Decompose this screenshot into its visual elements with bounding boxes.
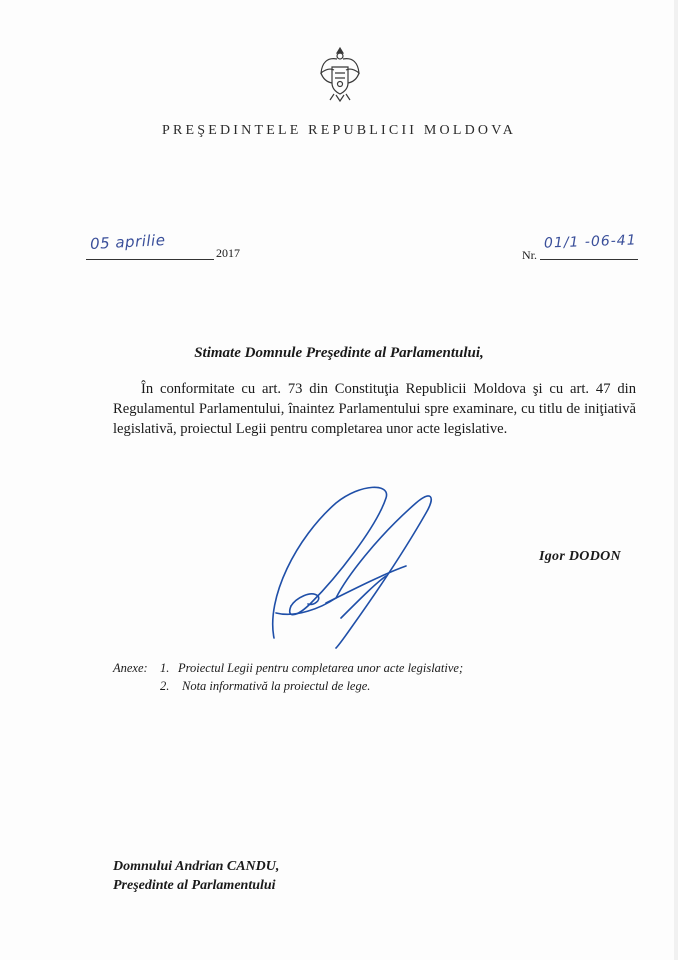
issuer-heading: PREŞEDINTELE REPUBLICII MOLDOVA <box>161 123 517 138</box>
addressee-name: Domnului Andrian CANDU, <box>113 859 280 874</box>
addressee <box>113 857 279 895</box>
date-handwritten: 05 aprilie <box>89 231 166 253</box>
annex-list <box>113 659 463 695</box>
coat-of-arms-icon <box>317 45 363 103</box>
addressee-title: Preşedinte al Parlamentului <box>113 878 276 893</box>
page-edge-shadow <box>674 0 678 960</box>
annex-text: Proiectul Legii pentru completarea unor acte legislative; <box>178 661 464 675</box>
signatory-name: Igor DODON <box>539 549 621 564</box>
letter-body: În conformitate cu art. 73 din Constituţia Republicii Moldova şi cu art. 47 din Regulamentul Parlamentului, înaintez Parlamentului spre examinare, cu titlu de iniţiativă legislativă, proiectul Legii pentru completarea unor acte legislative. <box>113 381 636 437</box>
reference-number-handwritten: 01/1 -06-41 <box>543 232 637 252</box>
annex-number: 1. <box>160 661 170 675</box>
reference-label: Nr. <box>522 248 537 262</box>
annex-item <box>113 659 463 677</box>
signature-icon <box>266 478 452 650</box>
date-year: 2017 <box>216 246 240 260</box>
annex-number: 2. <box>160 679 170 693</box>
annex-label: Anexe: <box>113 661 148 675</box>
annex-text: Nota informativă la proiectul de lege. <box>182 679 371 693</box>
annex-item <box>113 677 463 695</box>
salutation: Stimate Domnule Preşedinte al Parlamentului, <box>194 345 484 361</box>
